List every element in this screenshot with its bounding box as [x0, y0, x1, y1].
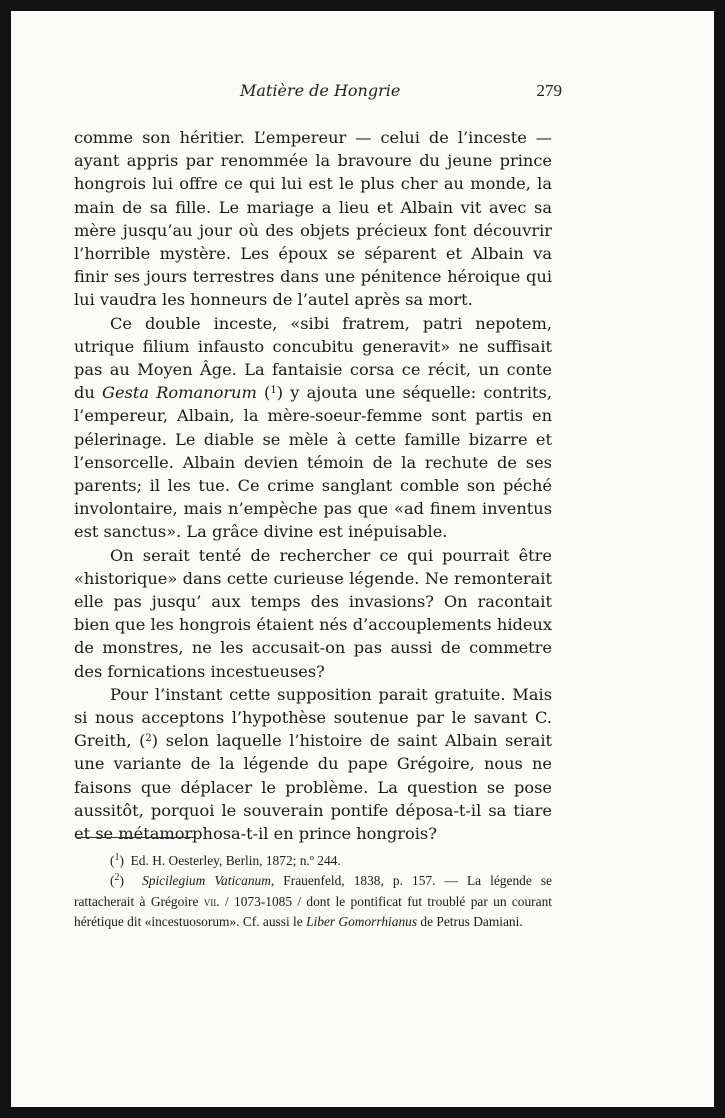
footnote-1: ($^1$) Ed. H. Oesterley, Berlin, 1872; n.º 244. [110, 852, 341, 868]
paragraph-2: Ce double inceste, «sibi fratrem, patri nepotem, utrique filium infausto concubitu generavit» ne suffisait pas au Moyen Âge. La fantaisie corsa ce récit, un conte du Gesta Romanorum ($^1$) y ajouta une séquelle: contrits, l’empereur, Albain, la mère-soeur-femme sont partis en pélerinage. Le diable se mèle à cette famille bizarre et l’ensorcelle. Albain devien témoin de la rechute de ses parents; il les tue. Ce crime sanglant comble son péché involontaire, mais n’empèche pas que «ad finem inventus est sanctus». La grâce divine est inépuisable. [74, 313, 552, 542]
paragraph-4-text-a: Pour l’instant cette supposition parait gratuite. Mais si nous acceptons l’hypothèse soutenue par le savant C. Greith, [74, 684, 552, 751]
footnote-2-text-a: Frauenfeld, 1838, p. 157. — La légende se rattacherait à Grégoire [74, 873, 553, 909]
footnote-separator [77, 837, 195, 838]
footnote-1-marker: 1 [114, 852, 120, 863]
main-text [74, 126, 552, 845]
footnote-1-text: Ed. H. Oesterley, Berlin, 1872; n.º 244. [130, 853, 341, 868]
footnote-2: ($^2$) Spicilegium Vaticanum, Frauenfeld, 1838, p. 157. — La légende se rattacherait à Grégoire vii. / 1073-1085 / dont le pontificat fut troublé par un courant hérétique dit «incestuosorum». Cf. aussi le Liber Gomorrhianus de Petrus Damiani. [74, 872, 553, 930]
paragraph-4: Pour l’instant cette supposition parait gratuite. Mais si nous acceptons l’hypothèse soutenue par le savant C. Greith, ($^2$) selon laquelle l’histoire de saint Albain serait une variante de la légende du pape Grégoire, nous ne faisons que déplacer le problème. La question se pose aussitôt, porquoi le souverain pontife déposa-t-il sa tiare et se métamorphosa-t-il en prince hongrois? [74, 684, 552, 844]
paragraph-2-text-a: Ce double inceste, «sibi fratrem, patri nepotem, utrique filium infausto concubitu generavit» ne suffisait pas au Moyen Âge. La fantaisie corsa ce récit, un conte du [74, 313, 552, 403]
footnote-ref-2[interactable]: 2 [145, 733, 152, 745]
spicilegium-title: Spicilegium Vaticanum, [142, 873, 275, 889]
footnote-ref-1[interactable]: 1 [270, 385, 277, 397]
roman-numeral: vii. [203, 893, 220, 909]
footnote-2-text-b: / 1073-1085 / dont le pontificat fut troublé par un courant hérétique dit «incestuosorum». Cf. aussi le [74, 893, 553, 930]
liber-gomorrhianus-title: Liber Gomorrhianus [306, 914, 418, 930]
running-header [11, 81, 714, 105]
paragraph-4-text-b: selon laquelle l’histoire de saint Albain serait une variante de la légende du pape Grégoire, nous ne faisons que déplacer le problème. La question se pose aussitôt, porquoi le souverain pontife déposa-t-il sa tiare et se métamorphosa-t-il en prince hongrois? [74, 731, 552, 844]
page-number: 279 [536, 81, 562, 100]
paragraph-2-text-b: y ajouta une séquelle: contrits, l’empereur, Albain, la mère-soeur-femme sont partis en pélerinage. Le diable se mèle à cette famille bizarre et l’ensorcelle. Albain devien témoin de la rechute de ses parents; il les tue. Ce crime sanglant comble son péché involontaire, mais n’empèche pas que «ad finem inventus est sanctus». La grâce divine est inépuisable. [74, 383, 552, 542]
footnote-2-text-c: de Petrus Damiani. [417, 914, 523, 930]
book-page [11, 11, 714, 1107]
paragraph-3: On serait tenté de rechercher ce qui pourrait être «historique» dans cette curieuse légende. Ne remonterait elle pas jusqu’ aux temps des invasions? On racontait bien que les hongrois étaient nés d’accouplements hideux de monstres, ne les accusait-on pas aussi de commetre des fornications incestueuses? [74, 545, 552, 681]
footnotes [74, 851, 552, 933]
running-title: Matière de Hongrie [240, 81, 401, 100]
paragraph-1: comme son héritier. L’empereur — celui de l’inceste — ayant appris par renommée la bravoure du jeune prince hongrois lui offre ce qui lui est le plus cher au monde, la main de sa fille. Le mariage a lieu et Albain vit avec sa mère jusqu’au jour où des objets précieux font découvrir l’horrible mystère. Les époux se séparent et Albain va finir ses jours terrestres dans une pénitence héroique qui lui vaudra les honneurs de l’autel après sa mort. [74, 128, 552, 310]
footnote-2-marker: 2 [114, 872, 120, 884]
gesta-romanorum-title: Gesta Romanorum [102, 383, 257, 403]
